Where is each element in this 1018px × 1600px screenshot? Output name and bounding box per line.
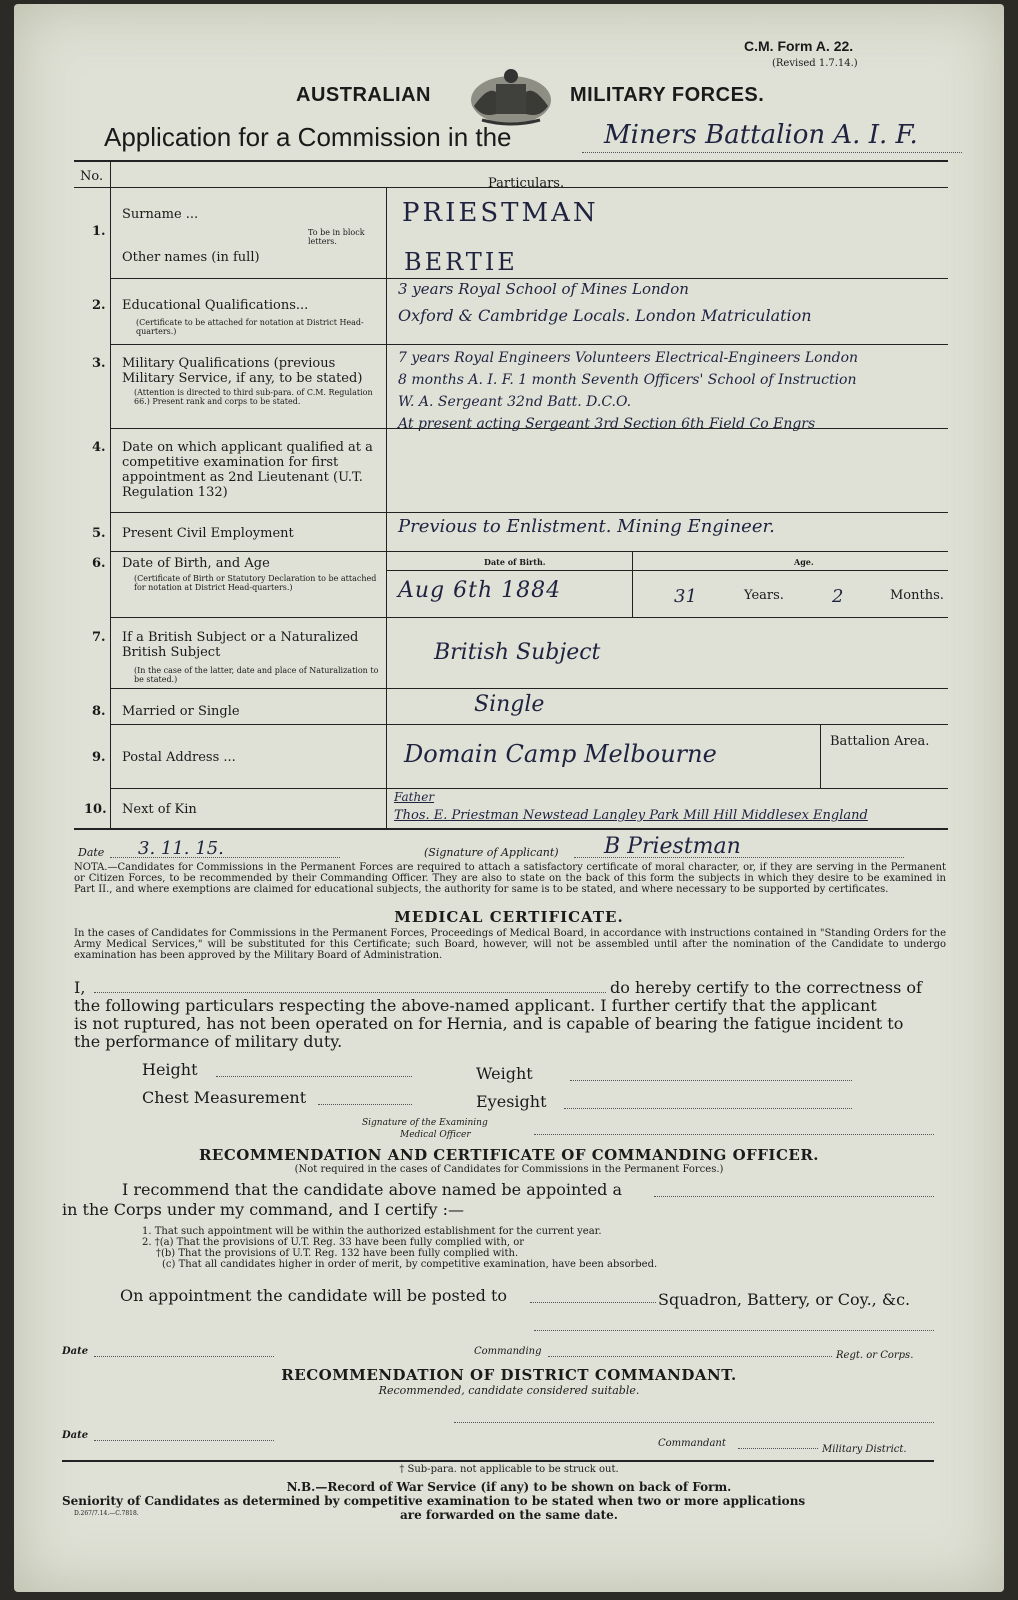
dob-value: Aug 6th 1884 — [398, 578, 562, 603]
date-label: Date — [78, 846, 105, 859]
other-names-value: BERTIE — [404, 248, 518, 276]
applicant-signature: B Priestman — [604, 834, 741, 859]
military-value-line3: W. A. Sergeant 32nd Batt. D.C.O. — [398, 394, 632, 410]
eyesight-label: Eyesight — [476, 1092, 547, 1111]
postal-address-label: Postal Address ... — [122, 750, 236, 765]
months-label: Months. — [890, 588, 944, 603]
district-title: RECOMMENDATION OF DISTRICT COMMANDANT. — [281, 1366, 737, 1384]
commanding-label: Commanding — [474, 1346, 542, 1357]
commandant-label: Commandant — [658, 1438, 726, 1449]
chest-label: Chest Measurement — [142, 1088, 307, 1107]
posted-label: On appointment the candidate will be posted to — [120, 1286, 507, 1305]
dob-note: (Certificate of Birth or Statutory Declaration to be attached for notation at District Head-quarters.) — [134, 574, 377, 592]
civil-employment-label: Present Civil Employment — [122, 526, 294, 541]
surname-label: Surname ... — [122, 207, 199, 222]
application-unit: Miners Battalion A. I. F. — [604, 120, 918, 150]
examining-officer-label-a: Signature of the Examining — [362, 1118, 488, 1128]
dob-column-header: Date of Birth. — [484, 557, 546, 567]
form-number: C.M. Form A. 22. — [744, 38, 854, 54]
education-note: (Certificate to be attached for notation at District Head-quarters.) — [136, 318, 364, 336]
education-value-line1: 3 years Royal School of Mines London — [398, 280, 689, 298]
weight-label: Weight — [476, 1064, 533, 1083]
competitive-exam-label: Date on which applicant qualified at a competitive examination for first appointment as 2nd Lieutenant (U.T. Regulation 132) — [122, 440, 373, 500]
british-subject-label: If a British Subject or a Naturalized British Subject — [122, 630, 359, 660]
row-number: 10. — [84, 802, 107, 817]
district-subtitle: Recommended, candidate considered suitable. — [378, 1384, 640, 1397]
row-number: 2. — [92, 298, 106, 313]
recommendation-subtitle: (Not required in the cases of Candidates for Commissions in the Permanent Forces.) — [294, 1164, 724, 1175]
military-value-line2: 8 months A. I. F. 1 month Seventh Officers' School of Instruction — [398, 372, 857, 388]
col-no-header: No. — [80, 169, 104, 184]
age-years-value: 31 — [674, 586, 697, 607]
military-note: (Attention is directed to third sub-para. of C.M. Regulation 66.) Present rank and corps to be stated. — [134, 388, 373, 406]
medical-certificate-title: MEDICAL CERTIFICATE. — [394, 908, 624, 926]
district-date-label: Date — [62, 1430, 89, 1441]
form-sheet — [14, 4, 1004, 1592]
regt-corps-label: Regt. or Corps. — [836, 1350, 914, 1361]
dob-label: Date of Birth, and Age — [122, 556, 270, 571]
medical-certify-line2: the following particulars respecting the above-named applicant. I further certify that the applicant — [74, 996, 877, 1015]
application-title: Application for a Commission in the — [104, 122, 512, 152]
postal-address-value: Domain Camp Melbourne — [404, 740, 717, 768]
revised-date: (Revised 1.7.14.) — [772, 58, 858, 69]
rec-date-label: Date — [62, 1346, 89, 1357]
row-number: 7. — [92, 630, 106, 645]
next-of-kin-relation: Father — [394, 790, 435, 804]
recommend-item-2c: (c) That all candidates higher in order of merit, by competitive examination, have been absorbed. — [162, 1259, 658, 1270]
col-particulars-header: Particulars. — [488, 176, 565, 191]
application-date-value: 3. 11. 15. — [138, 838, 224, 859]
military-value-line1: 7 years Royal Engineers Volunteers Electrical-Engineers London — [398, 350, 859, 366]
marital-status-label: Married or Single — [122, 704, 240, 719]
signature-label: (Signature of Applicant) — [424, 846, 559, 859]
british-subject-value: British Subject — [434, 640, 601, 665]
row-number: 1. — [92, 224, 106, 239]
battalion-area-label: Battalion Area. — [830, 734, 930, 749]
print-code: D.267/7.14.—C.7818. — [74, 1510, 139, 1517]
examining-officer-label-b: Medical Officer — [400, 1130, 471, 1140]
education-value-line2: Oxford & Cambridge Locals. London Matriculation — [398, 306, 812, 325]
row-number: 4. — [92, 440, 106, 455]
header-left-title: AUSTRALIAN — [296, 84, 431, 106]
military-district-label: Military District. — [822, 1444, 907, 1455]
military-value-line4: At present acting Sergeant 3rd Section 6th Field Co Engrs — [398, 416, 816, 432]
dagger-note: † Sub-para. not applicable to be struck out. — [399, 1464, 619, 1475]
recommend-item-2b: †(b) That the provisions of U.T. Reg. 132 have been fully complied with. — [156, 1248, 519, 1259]
education-label: Educational Qualifications... — [122, 298, 309, 313]
years-label: Years. — [744, 588, 784, 603]
marital-status-value: Single — [474, 692, 545, 717]
row-number: 3. — [92, 356, 106, 371]
recommend-line2: in the Corps under my command, and I certify :— — [62, 1200, 465, 1219]
coat-of-arms-icon — [468, 66, 554, 128]
row-number: 5. — [92, 526, 106, 541]
row-number: 6. — [92, 556, 106, 571]
height-label: Height — [142, 1060, 198, 1079]
next-of-kin-label: Next of Kin — [122, 802, 197, 817]
british-subject-note: (In the case of the latter, date and place of Naturalization to be stated.) — [134, 666, 379, 684]
medical-intro: In the cases of Candidates for Commissions in the Permanent Forces, Proceedings of Medical Board, in accordance with instructions contained in "Standing Orders for the Army Medical Services," will be substituted for this Certificate; such Board, however, will not be assembled until after the nomination of the Candidate to undergo examination has been approved by the Military Board of Administration. — [74, 928, 946, 961]
row-number: 9. — [92, 750, 106, 765]
war-service-note: N.B.—Record of War Service (if any) to be shown on back of Form. — [286, 1480, 732, 1494]
recommend-item-2a: 2. †(a) That the provisions of U.T. Reg. 33 have been fully complied with, or — [142, 1237, 525, 1248]
medical-certify-line1: do hereby certify to the correctness of — [610, 978, 922, 997]
next-of-kin-value: Thos. E. Priestman Newstead Langley Park Mill Hill Middlesex England — [394, 808, 868, 823]
seniority-note-line2: are forwarded on the same date. — [400, 1508, 618, 1522]
military-label: Military Qualifications (previous Military Service, if any, to be stated) — [122, 356, 363, 386]
age-months-value: 2 — [832, 586, 844, 607]
medical-i: I, — [74, 978, 86, 997]
posted-tail: Squadron, Battery, or Coy., &c. — [658, 1290, 911, 1309]
medical-certify-line4: the performance of military duty. — [74, 1032, 343, 1051]
recommend-line1: I recommend that the candidate above named be appointed a — [122, 1180, 623, 1199]
other-names-label: Other names (in full) — [122, 250, 260, 265]
civil-employment-value: Previous to Enlistment. Mining Engineer. — [398, 516, 775, 537]
row-number: 8. — [92, 704, 106, 719]
block-letters-note: To be in block letters. — [308, 228, 365, 246]
seniority-note-line1: Seniority of Candidates as determined by competitive examination to be stated when two or more applications — [62, 1494, 806, 1508]
nota-paragraph: NOTA.—Candidates for Commissions in the Permanent Forces are required to attach a satisfactory certificate of moral character, or, if they are serving in the Permanent or Citizen Forces, to be recommended by their Commanding Officer. They are also to state on the back of this form the subjects in which they desire to be examined in Part II., and where exemptions are claimed for educational subjects, the authority for same is to be stated, and where necessary to be supported by certificates. — [74, 862, 946, 895]
header-right-title: MILITARY FORCES. — [570, 84, 765, 106]
age-column-header: Age. — [794, 557, 814, 567]
recommendation-title: RECOMMENDATION AND CERTIFICATE OF COMMANDING OFFICER. — [198, 1146, 820, 1164]
recommend-item-1: 1. That such appointment will be within the authorized establishment for the current year. — [142, 1226, 602, 1237]
medical-certify-line3: is not ruptured, has not been operated on for Hernia, and is capable of bearing the fatigue incident to — [74, 1014, 904, 1033]
surname-value: PRIESTMAN — [402, 198, 599, 228]
